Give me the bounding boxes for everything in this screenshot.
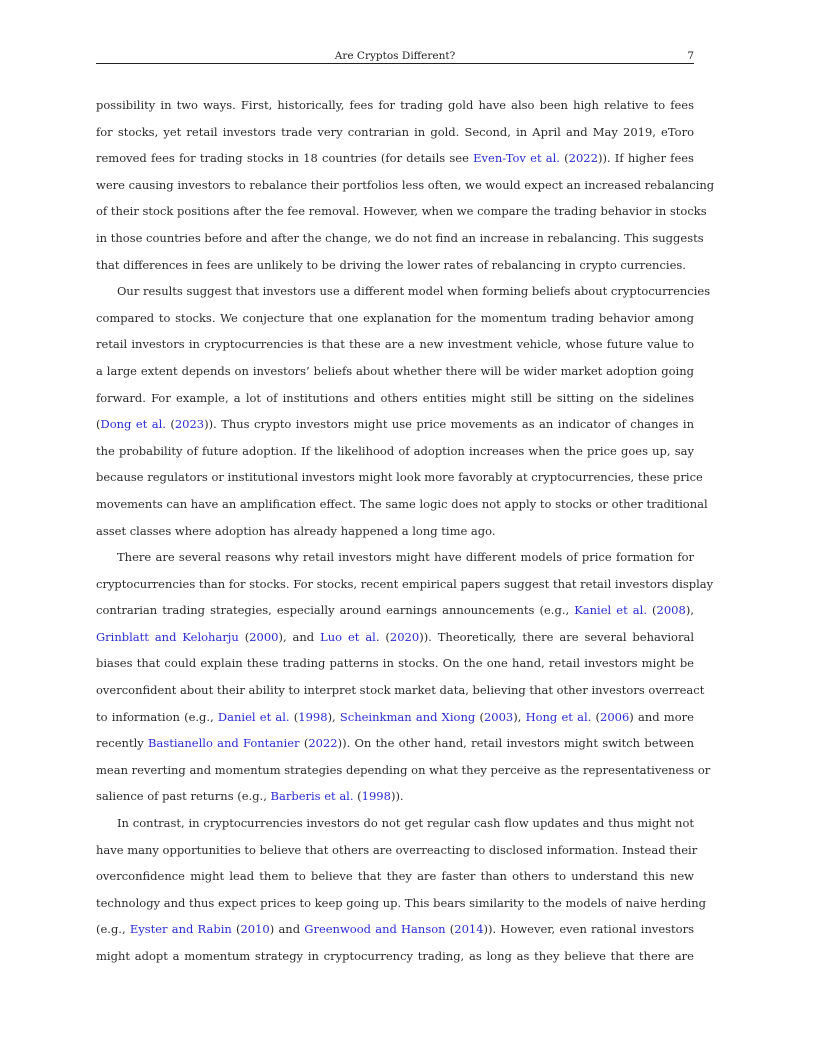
citation-link[interactable]: 2022 bbox=[568, 151, 598, 166]
text-span: )). If higher fees bbox=[597, 151, 694, 166]
running-header bbox=[96, 49, 694, 64]
text-span: )). Theoretically, there are several behavioral bbox=[419, 629, 694, 644]
text-line: possibility in two ways. First, historically, fees for trading gold have also been high relative to fees bbox=[96, 98, 694, 112]
citation-link[interactable]: 2003 bbox=[483, 709, 514, 724]
text-span: ), bbox=[513, 709, 526, 724]
text-line: There are several reasons why retail investors might have different models of price formation for bbox=[117, 550, 694, 565]
citation-link[interactable]: 2000 bbox=[249, 629, 279, 644]
text-span: ), and bbox=[278, 629, 321, 644]
citation-link[interactable]: Luo et al. bbox=[320, 629, 380, 644]
text-span: ( bbox=[379, 629, 390, 644]
citation-link[interactable]: Dong et al. bbox=[100, 417, 166, 432]
text-span: ), bbox=[327, 709, 340, 724]
text-span: ( bbox=[646, 603, 657, 618]
text-line bbox=[96, 704, 694, 731]
citation-link[interactable]: Hong et al. bbox=[525, 709, 592, 724]
text-line bbox=[96, 916, 694, 943]
text-span: ) and more bbox=[629, 709, 694, 724]
citation-link[interactable]: Bastianello and Fontanier bbox=[148, 736, 300, 751]
text-line: have many opportunities to believe that others are overreacting to disclosed information. Instead their bbox=[96, 842, 698, 857]
text-span: ( bbox=[591, 709, 600, 724]
text-line: mean reverting and momentum strategies depending on what they perceive as the representativeness or bbox=[96, 762, 711, 777]
text-line: asset classes where adoption has already happened a long time ago. bbox=[96, 523, 496, 538]
header-title: Are Cryptos Different? bbox=[334, 50, 456, 62]
text-line: forward. For example, a lot of institutions and others entities might still be sitting on the sidelines bbox=[96, 390, 694, 405]
text-span: )). However, even rational investors bbox=[483, 922, 694, 937]
text-line: overconfidence might lead them to believe that they are faster than others to understand this new bbox=[96, 869, 694, 884]
text-span: ( bbox=[238, 629, 250, 644]
citation-link[interactable]: 2006 bbox=[600, 709, 630, 724]
text-span: salience of past returns (e.g., bbox=[96, 789, 271, 804]
text-span: contrarian trading strategies, especially around earnings announcements (e.g., bbox=[96, 603, 575, 618]
text-line bbox=[96, 597, 694, 624]
text-line bbox=[96, 411, 694, 438]
text-line: might adopt a momentum strategy in cryptocurrency trading, as long as they believe that there are bbox=[96, 949, 694, 963]
text-line: were causing investors to rebalance their portfolios less often, we would expect an increased rebalancing bbox=[96, 177, 715, 192]
text-line: movements can have an amplification effect. The same logic does not apply to stocks or other traditional bbox=[96, 496, 708, 511]
text-line: In contrast, in cryptocurrencies investors do not get regular cash flow updates and thus might not bbox=[117, 816, 694, 831]
text-span: to information (e.g., bbox=[96, 709, 218, 724]
text-span: ( bbox=[559, 151, 569, 166]
citation-link[interactable]: Daniel et al. bbox=[217, 709, 290, 724]
text-line: retail investors in cryptocurrencies is that these are a new investment vehicle, whose future value to bbox=[96, 337, 694, 352]
text-line: because regulators or institutional investors might look more favorably at cryptocurrencies, these price bbox=[96, 470, 703, 485]
citation-link[interactable]: Greenwood and Hanson bbox=[304, 922, 446, 937]
text-span: ( bbox=[96, 417, 101, 432]
text-line: the probability of future adoption. If the likelihood of adoption increases when the price goes up, say bbox=[96, 443, 694, 458]
citation-link[interactable]: 2020 bbox=[389, 629, 420, 644]
citation-link[interactable]: Kaniel et al. bbox=[574, 603, 647, 618]
citation-link[interactable]: 1998 bbox=[298, 709, 328, 724]
text-span: ), bbox=[685, 603, 694, 618]
text-span: )). bbox=[390, 789, 404, 804]
text-span: (e.g., bbox=[96, 922, 130, 937]
text-line: compared to stocks. We conjecture that one explanation for the momentum trading behavior among bbox=[96, 310, 694, 325]
citation-link[interactable]: 2014 bbox=[454, 922, 484, 937]
text-line bbox=[96, 730, 694, 757]
text-line: technology and thus expect prices to keep going up. This bears similarity to the models of naive herding bbox=[96, 895, 706, 910]
text-line: Our results suggest that investors use a different model when forming beliefs about cryptocurrencies bbox=[117, 284, 711, 299]
text-line: cryptocurrencies than for stocks. For stocks, recent empirical papers suggest that retail investors display bbox=[96, 576, 714, 591]
text-span: ( bbox=[289, 709, 299, 724]
text-line bbox=[96, 145, 694, 172]
text-line: biases that could explain these trading patterns in stocks. On the one hand, retail investors might be bbox=[96, 656, 694, 671]
body-text bbox=[96, 92, 715, 970]
text-line: a large extent depends on investors’ beliefs about whether there will be wider market adoption going bbox=[96, 363, 694, 378]
text-line bbox=[96, 624, 694, 651]
citation-link[interactable]: Grinblatt and Keloharju bbox=[96, 629, 239, 644]
text-span: ( bbox=[353, 789, 362, 804]
text-span: )). On the other hand, retail investors might switch between bbox=[337, 736, 694, 751]
text-span: ) and bbox=[269, 922, 305, 937]
citation-link[interactable]: 2008 bbox=[656, 603, 686, 618]
text-span: ( bbox=[165, 417, 175, 432]
text-span: recently bbox=[96, 736, 149, 751]
text-span: ( bbox=[445, 922, 455, 937]
citation-link[interactable]: 2010 bbox=[240, 922, 270, 937]
text-span: ( bbox=[231, 922, 241, 937]
citation-link[interactable]: Eyster and Rabin bbox=[129, 922, 232, 937]
text-line: overconfident about their ability to interpret stock market data, believing that other investors overreact bbox=[96, 683, 705, 698]
text-line: of their stock positions after the fee removal. However, when we compare the trading behavior in stocks bbox=[96, 204, 707, 219]
citation-link[interactable]: Barberis et al. bbox=[270, 789, 354, 804]
citation-link[interactable]: 2022 bbox=[308, 736, 338, 751]
text-span: ( bbox=[299, 736, 309, 751]
text-line: that differences in fees are unlikely to be driving the lower rates of rebalancing in crypto currencies. bbox=[96, 257, 686, 272]
citation-link[interactable]: Even-Tov et al. bbox=[473, 151, 560, 166]
text-line bbox=[96, 783, 694, 810]
citation-link[interactable]: Scheinkman and Xiong bbox=[339, 709, 476, 724]
text-span: )). Thus crypto investors might use price movements as an indicator of changes in bbox=[204, 417, 694, 432]
page-number: 7 bbox=[687, 50, 694, 62]
text-span: ( bbox=[475, 709, 484, 724]
text-line: in those countries before and after the change, we do not find an increase in rebalancing. This suggests bbox=[96, 230, 704, 245]
citation-link[interactable]: 2023 bbox=[174, 417, 205, 432]
citation-link[interactable]: 1998 bbox=[361, 789, 391, 804]
text-line: for stocks, yet retail investors trade very contrarian in gold. Second, in April and May 2019, eToro bbox=[96, 124, 694, 139]
text-span: removed fees for trading stocks in 18 countries (for details see bbox=[96, 151, 474, 166]
